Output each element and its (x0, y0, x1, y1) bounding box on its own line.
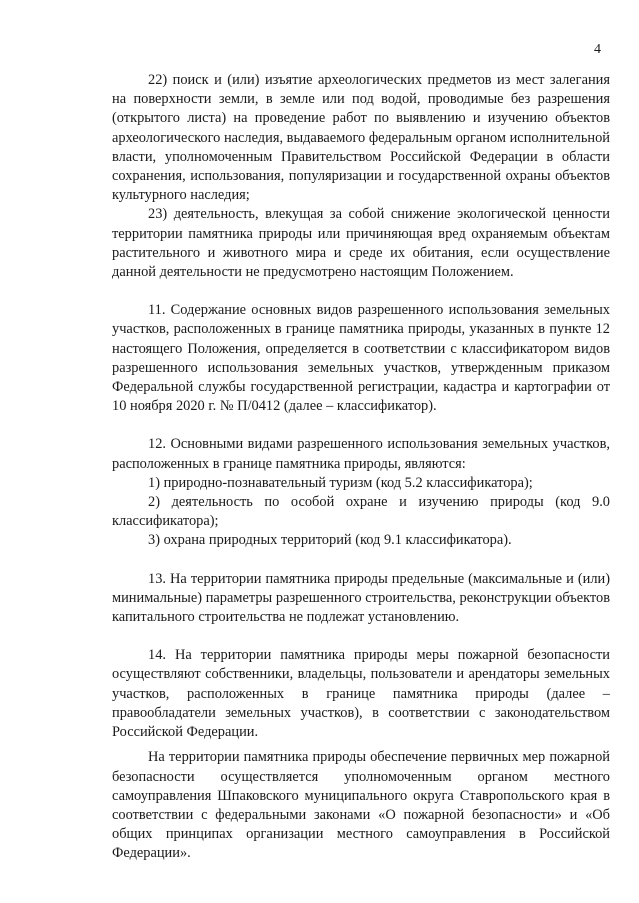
document-body (112, 71, 610, 864)
paragraph-section-13: 13. На территории памятника природы предельные (максимальные и (или) минимальные) параметры разрешенного строительства, реконструкции объектов капитального строительства не подлежат установлению. (112, 570, 610, 626)
page-number: 4 (594, 42, 601, 57)
paragraph-section-14: 14. На территории памятника природы меры пожарной безопасности осуществляют собственники, владельцы, пользователи и арендаторы земельных участков, расположенных в границе памятника природы (далее – правообладатели земельных участков), в соответствии с законодательством Российской Федерации. (112, 647, 610, 741)
paragraph-fire-safety: На территории памятника природы обеспечение первичных мер пожарной безопасности осуществляется уполномоченным органом местного самоуправления Шпаковского муниципального округа Ставропольского края в соответствии с федеральными законами «О пожарной безопасности» и «Об общих принципах организации местного самоуправления в Российской Федерации». (112, 749, 610, 862)
paragraph-section-11: 11. Содержание основных видов разрешенного использования земельных участков, расположенных в границе памятника природы, указанных в пункте 12 настоящего Положения, определяется в соответствии с классификатором видов разрешенного использования земельных участков, утвержденным приказом Федеральной службы государственной регистрации, кадастра и картографии от 10 ноября 2020 г. № П/0412 (далее – классификатор). (112, 302, 610, 415)
paragraph-item-22: 22) поиск и (или) изъятие археологических предметов из мест залегания на поверхности земли, в земле или под водой, проводимые без разрешения (открытого листа) на проведение работ по выявлению и изучению объектов археологического наследия, выдаваемого федеральным органом исполнительной власти, уполномоченным Правительством Российской Федерации в области сохранения, использования, популяризации и государственной охраны объектов культурного наследия; (112, 72, 610, 204)
list-item-3: 3) охрана природных территорий (код 9.1 классификатора). (148, 532, 512, 549)
list-item-2: 2) деятельность по особой охране и изучению природы (код 9.0 классификатора); (112, 494, 610, 530)
paragraph-section-12: 12. Основными видами разрешенного использования земельных участков, расположенных в границе памятника природы, являются: (112, 436, 610, 472)
paragraph-item-23: 23) деятельность, влекущая за собой снижение экологической ценности территории памятника природы или причиняющая вред охраняемым объектам растительного и животного мира и среде их обитания, если осуществление данной деятельности не предусмотрено настоящим Положением. (112, 206, 610, 281)
list-item-1: 1) природно-познавательный туризм (код 5.2 классификатора); (148, 474, 533, 491)
